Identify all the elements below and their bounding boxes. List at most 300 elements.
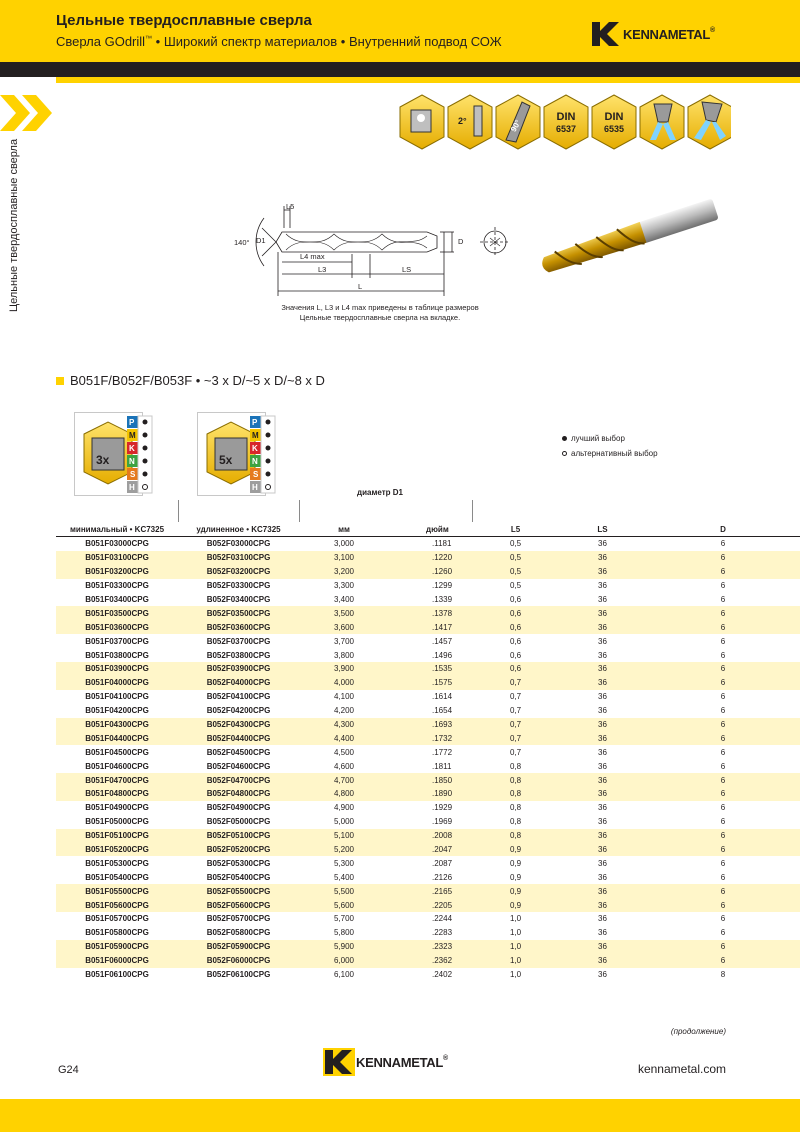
table-row	[56, 662, 800, 676]
table-cell: B052F03000CPG	[206, 539, 271, 549]
table-row	[56, 593, 800, 607]
table-cell: B052F05900CPG	[178, 940, 299, 954]
table-cell: B052F05200CPG	[178, 843, 299, 857]
table-cell: .1496	[432, 650, 453, 660]
table-cell: .1890	[389, 787, 472, 801]
table-cell: B051F03500CPG	[56, 606, 178, 620]
table-row	[56, 759, 800, 773]
table-cell: .1772	[432, 747, 453, 757]
table-cell: 36	[598, 692, 607, 702]
table-cell: 4,000	[299, 676, 389, 690]
table-cell: 6	[720, 595, 726, 604]
table-cell: 1,0	[509, 928, 522, 938]
svg-text:6535: 6535	[603, 124, 625, 134]
din6535-icon	[592, 95, 636, 149]
table-cell: .1575	[389, 676, 472, 690]
table-cell: 3,900	[299, 662, 389, 676]
table-cell: 0,6	[472, 662, 559, 676]
kennametal-k-icon	[590, 20, 622, 48]
diameter-group-header: диаметр D1	[357, 488, 403, 497]
table-cell: B052F04100CPG	[206, 692, 271, 702]
table-cell: 4,300	[299, 718, 389, 732]
table-cell: 6	[720, 803, 726, 813]
table-cell: B051F03200CPG	[56, 565, 178, 579]
table-cell: 6	[646, 676, 800, 690]
table-cell: 6	[720, 858, 726, 868]
table-cell: 6	[720, 706, 726, 716]
point-90deg-icon	[496, 95, 540, 149]
table-row	[56, 954, 800, 968]
table-cell: B051F04400CPG	[56, 731, 178, 745]
table-cell: .1850	[389, 773, 472, 787]
table-row	[56, 690, 800, 704]
col-header-d: D	[646, 523, 800, 537]
table-cell: 5,600	[299, 898, 389, 912]
table-cell: 8	[720, 970, 726, 980]
legend-best	[562, 431, 658, 446]
table-cell: 36	[598, 650, 607, 660]
table-cell: .1181	[432, 539, 452, 549]
table-cell: B052F05100CPG	[178, 829, 299, 843]
l3-label: L3	[318, 265, 327, 274]
table-row	[56, 565, 800, 579]
table-cell: 6	[720, 747, 726, 757]
table-cell: B051F05800CPG	[85, 928, 149, 938]
table-cell: 6	[720, 581, 726, 591]
table-cell: 36	[598, 747, 607, 757]
table-cell: 3,800	[333, 650, 355, 660]
table-row	[56, 579, 800, 593]
table-cell: 0,5	[509, 539, 522, 549]
table-cell: .1220	[389, 551, 472, 565]
table-cell: B052F03300CPG	[206, 581, 271, 591]
svg-text:5x: 5x	[219, 453, 233, 467]
table-cell: B051F04300CPG	[56, 718, 178, 732]
table-cell: B051F05200CPG	[56, 843, 178, 857]
table-cell: 1,0	[472, 954, 559, 968]
table-cell: 36	[559, 829, 646, 843]
table-cell: 6	[646, 829, 800, 843]
table-row	[56, 634, 800, 648]
square-shank-icon	[400, 95, 444, 149]
svg-text:H: H	[252, 483, 258, 492]
table-cell: 4,700	[299, 773, 389, 787]
table-cell: B052F03900CPG	[178, 662, 299, 676]
table-cell: 36	[559, 954, 646, 968]
table-cell: B052F05400CPG	[206, 872, 271, 882]
table-cell: 6	[646, 606, 800, 620]
table-cell: 0,8	[472, 787, 559, 801]
table-cell: B051F04200CPG	[85, 706, 149, 716]
table-cell: B051F06000CPG	[56, 954, 178, 968]
table-cell: 6	[646, 662, 800, 676]
table-cell: 6,000	[299, 954, 389, 968]
table-cell: 5,300	[333, 858, 355, 868]
table-cell: 6	[720, 650, 726, 660]
table-cell: .2362	[389, 954, 472, 968]
table-row	[56, 815, 800, 829]
table-cell: .1811	[432, 761, 452, 771]
table-cell: 0,7	[472, 731, 559, 745]
drill-product-image	[532, 195, 732, 280]
table-cell: B051F04000CPG	[56, 676, 178, 690]
section-title-text: B051F/B052F/B053F • ~3 x D/~5 x D/~8 x D	[70, 373, 325, 388]
table-cell: 36	[559, 718, 646, 732]
table-cell: 0,9	[509, 872, 522, 882]
table-cell: 0,8	[509, 817, 522, 827]
table-cell: 0,9	[472, 898, 559, 912]
table-cell: 36	[598, 803, 607, 813]
table-cell: 6	[720, 692, 726, 702]
svg-text:N: N	[129, 457, 135, 466]
svg-text:3x: 3x	[96, 453, 110, 467]
table-cell: 36	[598, 872, 607, 882]
col-header-ls: LS	[559, 523, 646, 537]
table-cell: 3,600	[299, 620, 389, 634]
table-cell: B052F04500CPG	[206, 747, 271, 757]
table-cell: B052F03800CPG	[206, 650, 271, 660]
table-cell: B051F05100CPG	[56, 829, 178, 843]
table-row	[56, 801, 800, 815]
table-cell: 36	[559, 620, 646, 634]
table-cell: 0,5	[472, 551, 559, 565]
din6537-icon	[544, 95, 588, 149]
table-cell: B051F03600CPG	[56, 620, 178, 634]
table-cell: 3,700	[333, 636, 355, 646]
table-cell: B052F05600CPG	[178, 898, 299, 912]
svg-text:H: H	[129, 483, 135, 492]
table-cell: B051F05600CPG	[56, 898, 178, 912]
table-cell: 6	[720, 636, 726, 646]
table-cell: 6	[646, 718, 800, 732]
table-row	[56, 718, 800, 732]
table-cell: 6	[646, 884, 800, 898]
table-row	[56, 912, 800, 926]
table-cell: .1732	[389, 731, 472, 745]
kennametal-k-icon	[323, 1048, 355, 1076]
table-cell: 4,400	[299, 731, 389, 745]
filled-dot-icon	[562, 436, 567, 441]
table-cell: 36	[598, 706, 607, 716]
table-cell: .1929	[432, 803, 453, 813]
table-cell: 0,7	[472, 676, 559, 690]
table-row	[56, 787, 800, 801]
table-cell: B051F03700CPG	[85, 636, 149, 646]
table-cell: 3,000	[333, 539, 355, 549]
table-cell: 36	[598, 636, 607, 646]
table-cell: B052F05000CPG	[206, 817, 271, 827]
table-cell: 6	[646, 551, 800, 565]
selection-legend	[562, 431, 658, 461]
table-cell: B051F04100CPG	[85, 692, 149, 702]
table-cell: 6	[646, 773, 800, 787]
subtitle-features: • Широкий спектр материалов • Внутренний подвод СОЖ	[152, 34, 502, 49]
table-cell: 4,500	[333, 747, 355, 757]
table-cell: B051F04500CPG	[85, 747, 149, 757]
table-cell: B051F04700CPG	[56, 773, 178, 787]
table-cell: 1,0	[509, 914, 522, 924]
table-cell: B052F05300CPG	[206, 858, 271, 868]
svg-text:DIN: DIN	[556, 111, 576, 123]
table-cell: .2402	[432, 970, 453, 980]
table-cell: B052F06100CPG	[206, 970, 271, 980]
table-cell: .2283	[432, 928, 453, 938]
table-cell: 4,800	[299, 787, 389, 801]
table-cell: 1,0	[509, 970, 522, 980]
table-row	[56, 870, 800, 884]
table-cell: .2323	[389, 940, 472, 954]
table-cell: 36	[559, 731, 646, 745]
table-row	[56, 551, 800, 565]
subtitle-product: Сверла GOdrill	[56, 34, 146, 49]
l-label: L	[358, 282, 363, 291]
table-row	[56, 731, 800, 745]
website-link[interactable]: kennametal.com	[637, 1062, 726, 1076]
svg-text:6537: 6537	[555, 124, 577, 134]
table-cell: 0,7	[509, 692, 522, 702]
table-cell: 3,100	[299, 551, 389, 565]
table-row	[56, 884, 800, 898]
table-cell: .2205	[389, 898, 472, 912]
brand-text: KENNAMETAL	[623, 26, 711, 42]
svg-text:2°: 2°	[458, 116, 467, 126]
table-row	[56, 620, 800, 634]
drawing-note	[255, 303, 505, 323]
table-row	[56, 940, 800, 954]
table-cell: 6	[720, 928, 726, 938]
table-cell: 36	[598, 817, 607, 827]
table-cell: B052F03600CPG	[178, 620, 299, 634]
table-cell: .1339	[432, 595, 453, 604]
svg-text:K: K	[252, 444, 258, 453]
page-header	[0, 0, 800, 62]
column-divider	[299, 500, 300, 522]
table-cell: 5,500	[299, 884, 389, 898]
table-cell: 0,7	[472, 718, 559, 732]
col-header-extended: удлиненное • KC7325	[178, 523, 299, 537]
table-cell: 3,200	[299, 565, 389, 579]
table-cell: 36	[598, 761, 607, 771]
table-cell: 6	[720, 761, 726, 771]
table-cell: .2047	[389, 843, 472, 857]
ls-label: LS	[402, 265, 412, 274]
table-cell: B051F03100CPG	[56, 551, 178, 565]
d1-label: D1	[256, 236, 266, 245]
brand-name	[623, 27, 715, 42]
table-cell: B052F03400CPG	[206, 595, 271, 604]
continued-note: (продолжение)	[670, 1027, 726, 1036]
table-cell: 5,800	[333, 928, 355, 938]
table-cell: B052F04800CPG	[178, 787, 299, 801]
table-cell: 1,0	[472, 940, 559, 954]
table-row	[56, 648, 800, 662]
table-cell: .1614	[432, 692, 453, 702]
section-title	[56, 373, 325, 388]
table-cell: 5,900	[299, 940, 389, 954]
table-cell: 6	[720, 914, 726, 924]
angle-label: 140°	[234, 238, 250, 247]
registered-mark: ®	[710, 26, 715, 34]
table-cell: 5,400	[333, 872, 355, 882]
table-cell: B052F03500CPG	[178, 606, 299, 620]
table-row	[56, 829, 800, 843]
col-header-mm: мм	[299, 523, 389, 537]
header-divider-bar	[0, 62, 800, 77]
table-cell: B051F04900CPG	[85, 803, 149, 813]
table-cell: B051F05900CPG	[56, 940, 178, 954]
table-cell: 36	[559, 940, 646, 954]
table-cell: 0,8	[509, 761, 522, 771]
table-cell: 0,5	[472, 565, 559, 579]
table-cell: 0,7	[509, 706, 522, 716]
table-cell: 4,600	[333, 761, 355, 771]
table-cell: 6	[646, 620, 800, 634]
table-cell: B051F05700CPG	[85, 914, 149, 924]
table-cell: .1299	[432, 581, 453, 591]
table-cell: B052F04900CPG	[206, 803, 271, 813]
table-cell: 0,8	[472, 773, 559, 787]
table-cell: 36	[559, 606, 646, 620]
legend-best-label: лучший выбор	[571, 434, 625, 443]
coolant-icon	[640, 95, 684, 149]
table-cell: 36	[598, 970, 607, 980]
svg-text:K: K	[129, 444, 135, 453]
table-row	[56, 856, 800, 870]
l4max-label: L4 max	[300, 252, 325, 261]
table-cell: 4,100	[333, 692, 355, 702]
table-cell: B051F05500CPG	[56, 884, 178, 898]
table-row	[56, 537, 800, 551]
table-cell: 36	[559, 662, 646, 676]
table-cell: 36	[559, 676, 646, 690]
table-cell: 36	[559, 843, 646, 857]
column-divider	[178, 500, 179, 522]
table-cell: .2244	[432, 914, 453, 924]
table-cell: B052F03100CPG	[178, 551, 299, 565]
table-cell: 0,6	[509, 636, 522, 646]
side-section-label: Цельные твердосплавные сверла	[8, 138, 20, 312]
l5-label: L5	[286, 202, 295, 211]
table-cell: 6,100	[333, 970, 355, 980]
page-number: G24	[58, 1064, 79, 1076]
table-cell: 36	[559, 884, 646, 898]
table-cell: 0,6	[472, 606, 559, 620]
table-cell: 6	[646, 940, 800, 954]
footer-brand-text: KENNAMETAL	[356, 1054, 444, 1070]
angle-2deg-icon	[448, 95, 492, 149]
table-cell: .1535	[389, 662, 472, 676]
drill-technical-drawing	[222, 198, 522, 308]
chevron-right-icon	[0, 95, 56, 131]
table-cell: .1378	[389, 606, 472, 620]
table-cell: 0,6	[472, 620, 559, 634]
legend-alt	[562, 446, 658, 461]
table-cell: .1260	[389, 565, 472, 579]
table-cell: B052F05500CPG	[178, 884, 299, 898]
table-cell: 0,9	[472, 843, 559, 857]
table-cell: 36	[598, 539, 607, 549]
table-cell: .2165	[389, 884, 472, 898]
table-cell: B051F06100CPG	[85, 970, 149, 980]
svg-text:S: S	[130, 470, 136, 479]
col-header-l5: L5	[472, 523, 559, 537]
drill-size-table	[56, 523, 800, 982]
table-cell: 5,000	[333, 817, 355, 827]
header-accent-strip	[56, 77, 800, 83]
footer-brand-name	[356, 1055, 448, 1070]
table-cell: B052F04300CPG	[178, 718, 299, 732]
table-cell: 0,9	[472, 884, 559, 898]
table-cell: 6	[720, 872, 726, 882]
table-cell: 6	[720, 817, 726, 827]
table-cell: B051F05300CPG	[85, 858, 149, 868]
table-cell: .2087	[432, 858, 453, 868]
table-cell: 3,300	[333, 581, 355, 591]
d-label: D	[458, 237, 464, 246]
svg-text:DIN: DIN	[604, 111, 624, 123]
table-cell: 6	[646, 565, 800, 579]
table-cell: B051F03300CPG	[85, 581, 149, 591]
table-cell: 4,200	[333, 706, 355, 716]
table-cell: B051F03900CPG	[56, 662, 178, 676]
table-cell: 36	[598, 858, 607, 868]
table-cell: .1457	[432, 636, 453, 646]
feature-icon-row	[396, 92, 731, 152]
table-cell: 6	[720, 539, 726, 549]
table-cell: B051F05400CPG	[85, 872, 149, 882]
footer-registered-mark: ®	[443, 1054, 448, 1062]
table-cell: 0,8	[509, 803, 522, 813]
table-cell: .1693	[389, 718, 472, 732]
table-cell: .1654	[432, 706, 453, 716]
table-cell: B051F04600CPG	[85, 761, 149, 771]
table-cell: .1417	[389, 620, 472, 634]
table-row	[56, 676, 800, 690]
table-cell: B052F03200CPG	[178, 565, 299, 579]
page-subtitle	[56, 34, 502, 49]
table-cell: B052F05800CPG	[206, 928, 271, 938]
table-row	[56, 926, 800, 940]
table-cell: 6	[646, 954, 800, 968]
table-cell: 36	[598, 595, 607, 604]
table-row	[56, 773, 800, 787]
table-cell: 36	[559, 773, 646, 787]
table-row	[56, 843, 800, 857]
table-cell: 0,6	[509, 595, 522, 604]
table-cell: B052F06000CPG	[178, 954, 299, 968]
table-cell: 5,700	[333, 914, 355, 924]
section-bullet-icon	[56, 377, 64, 385]
table-row	[56, 704, 800, 718]
svg-text:P: P	[252, 418, 258, 427]
footer-bar	[0, 1099, 800, 1132]
table-cell: B052F04400CPG	[178, 731, 299, 745]
svg-text:M: M	[129, 431, 136, 440]
svg-text:N: N	[252, 457, 258, 466]
table-cell: 0,6	[509, 650, 522, 660]
table-cell: 0,9	[509, 858, 522, 868]
table-cell: 36	[598, 928, 607, 938]
table-cell: 36	[559, 898, 646, 912]
page-title: Цельные твердосплавные сверла	[56, 12, 312, 29]
table-cell: B051F03000CPG	[85, 539, 149, 549]
table-cell: 6	[646, 731, 800, 745]
table-cell: 6	[646, 843, 800, 857]
table-cell: 4,900	[333, 803, 355, 813]
table-cell: .2126	[432, 872, 453, 882]
table-cell: B052F04200CPG	[206, 706, 271, 716]
column-divider	[472, 500, 473, 522]
